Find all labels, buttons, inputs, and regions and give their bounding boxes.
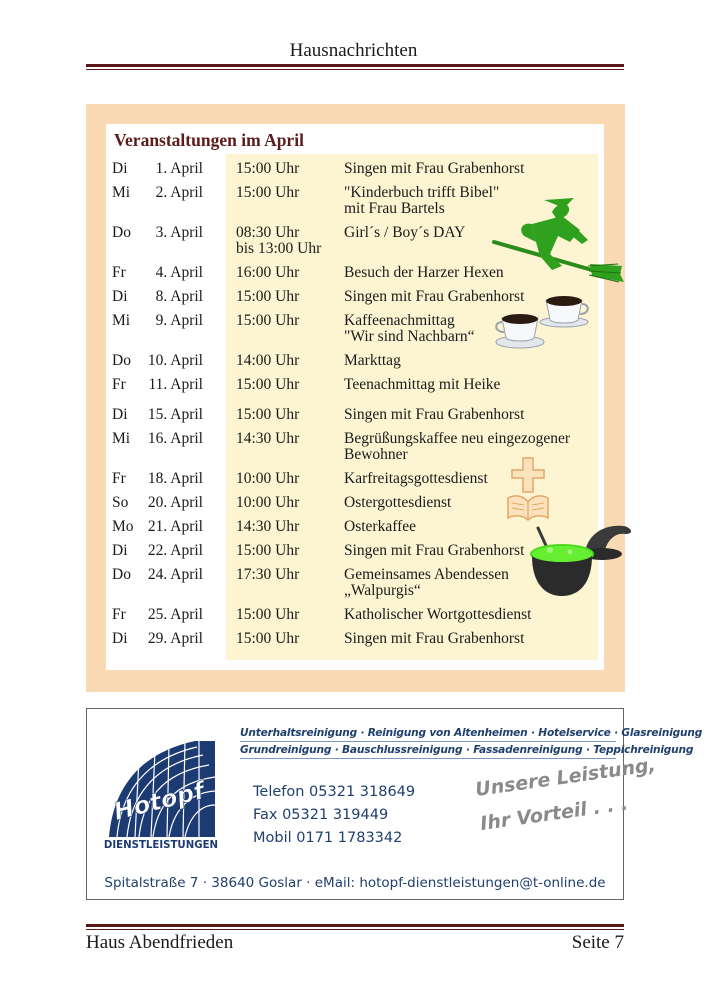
event-day: Fr — [112, 470, 126, 487]
event-date: 15. April — [147, 406, 203, 423]
header-rule — [86, 64, 624, 67]
event-date: 3. April — [155, 224, 203, 241]
event-title-line1: Gemeinsames Abendessen — [344, 566, 509, 583]
event-title: Singen mit Frau Grabenhorst — [344, 288, 525, 305]
event-day: Do — [112, 352, 131, 369]
event-title: Singen mit Frau Grabenhorst — [344, 160, 525, 177]
event-date: 21. April — [147, 518, 203, 535]
events-title: Veranstaltungen im April — [114, 130, 304, 150]
event-time: 14:00 Uhr — [236, 352, 300, 369]
event-day: Fr — [112, 264, 126, 281]
event-time: 15:00 Uhr — [236, 288, 300, 305]
event-date: 8. April — [155, 288, 203, 305]
event-day: Fr — [112, 606, 126, 623]
event-title-line2: "Wir sind Nachbarn“ — [344, 328, 475, 345]
event-title-line1: "Kinderbuch trifft Bibel" — [344, 184, 500, 201]
event-date: 20. April — [147, 494, 203, 511]
footer-house-name: Haus Abendfrieden — [86, 932, 234, 953]
event-time: 15:00 Uhr — [236, 406, 300, 423]
event-date: 4. April — [155, 264, 203, 281]
header-rule-thin — [86, 69, 624, 70]
event-title: Teenachmittag mit Heike — [344, 376, 501, 393]
event-title: Singen mit Frau Grabenhorst — [344, 542, 525, 559]
event-day: So — [112, 494, 129, 511]
event-time-line2: bis 13:00 Uhr — [236, 240, 322, 257]
event-time: 14:30 Uhr — [236, 430, 300, 447]
event-time — [236, 225, 321, 257]
event-time: 15:00 Uhr — [236, 376, 300, 393]
hotopf-advertisement — [86, 708, 703, 900]
event-time: 16:00 Uhr — [236, 264, 300, 281]
event-date: 16. April — [147, 430, 203, 447]
services-line-2: Grundreinigung · Bauschlussreinigung · Fassadenreinigung · Teppichreinigung — [240, 742, 616, 759]
event-date: 11. April — [148, 376, 203, 393]
event-day: Di — [112, 406, 128, 423]
fax-number: Fax 05321 319449 — [253, 807, 389, 823]
event-title-line1: Kaffeenachmittag — [344, 312, 455, 329]
event-title — [344, 431, 604, 463]
event-day: Do — [112, 566, 131, 583]
event-day: Di — [112, 160, 128, 177]
event-time: 15:00 Uhr — [236, 542, 300, 559]
mobile-number: Mobil 0171 1783342 — [253, 830, 403, 846]
event-time: 15:00 Uhr — [236, 606, 300, 623]
logo-subtitle: DIENSTLEISTUNGEN — [103, 840, 219, 851]
event-title: Singen mit Frau Grabenhorst — [344, 630, 525, 647]
hotopf-logo — [99, 729, 221, 851]
event-title: Markttag — [344, 352, 401, 369]
event-date: 24. April — [147, 566, 203, 583]
event-title-line2: mit Frau Bartels — [344, 200, 445, 217]
witch-cauldron-icon — [526, 520, 638, 600]
event-title: Ostergottesdienst — [344, 494, 452, 511]
event-date: 1. April — [155, 160, 203, 177]
event-day: Do — [112, 224, 131, 241]
event-title: Osterkaffee — [344, 518, 417, 535]
event-time: 17:30 Uhr — [236, 566, 300, 583]
events-frame — [86, 104, 625, 692]
coffee-cups-icon — [494, 292, 590, 352]
event-day: Mi — [112, 312, 131, 329]
event-day: Di — [112, 542, 128, 559]
event-title: Girl´s / Boy´s DAY — [344, 224, 466, 241]
event-date: 2. April — [155, 184, 203, 201]
event-title-line1: Begrüßungskaffee neu eingezogener — [344, 430, 571, 447]
witch-on-broom-icon — [492, 196, 624, 286]
event-title-line2: „Walpurgis“ — [344, 582, 421, 599]
event-time: 10:00 Uhr — [236, 470, 300, 487]
event-date: 29. April — [147, 630, 203, 647]
event-date: 10. April — [147, 352, 203, 369]
event-title: Besuch der Harzer Hexen — [344, 264, 504, 281]
event-time: 15:00 Uhr — [236, 630, 300, 647]
event-time-line1: 08:30 Uhr — [236, 224, 300, 241]
slogan-line-2: Ihr Vorteil . . . — [478, 792, 630, 835]
footer-page-number: Seite 7 — [571, 932, 624, 953]
event-date: 22. April — [147, 542, 203, 559]
logo-text: Hotopf — [110, 776, 208, 826]
phone-number: Telefon 05321 318649 — [253, 784, 416, 800]
page-header-title: Hausnachrichten — [289, 40, 418, 61]
event-day: Mo — [112, 518, 134, 535]
event-time: 15:00 Uhr — [236, 184, 300, 201]
footer-rule — [86, 924, 624, 927]
event-day: Mi — [112, 430, 131, 447]
event-day: Fr — [112, 376, 126, 393]
footer-rule-thin — [86, 929, 624, 930]
event-day: Di — [112, 630, 128, 647]
event-title-line2: Bewohner — [344, 446, 408, 463]
event-time: 10:00 Uhr — [236, 494, 300, 511]
services-list — [240, 725, 703, 759]
event-time: 14:30 Uhr — [236, 518, 300, 535]
event-time: 15:00 Uhr — [236, 160, 300, 177]
cross-bible-icon — [506, 456, 550, 520]
event-date: 25. April — [147, 606, 203, 623]
event-date: 18. April — [147, 470, 203, 487]
event-day: Di — [112, 288, 128, 305]
event-date: 9. April — [155, 312, 203, 329]
slogan-line-1: Unsere Leistung, — [473, 753, 658, 801]
event-title: Karfreitagsgottesdienst — [344, 470, 488, 487]
company-address: Spitalstraße 7 · 38640 Goslar · eMail: hotopf-dienstleistungen@t-online.de — [104, 875, 606, 891]
services-line-1: Unterhaltsreinigung · Reinigung von Altenheimen · Hotelservice · Glasreinigung — [240, 725, 616, 742]
event-day: Mi — [112, 184, 131, 201]
event-time: 15:00 Uhr — [236, 312, 300, 329]
event-title: Katholischer Wortgottesdienst — [344, 606, 532, 623]
event-title: Singen mit Frau Grabenhorst — [344, 406, 525, 423]
